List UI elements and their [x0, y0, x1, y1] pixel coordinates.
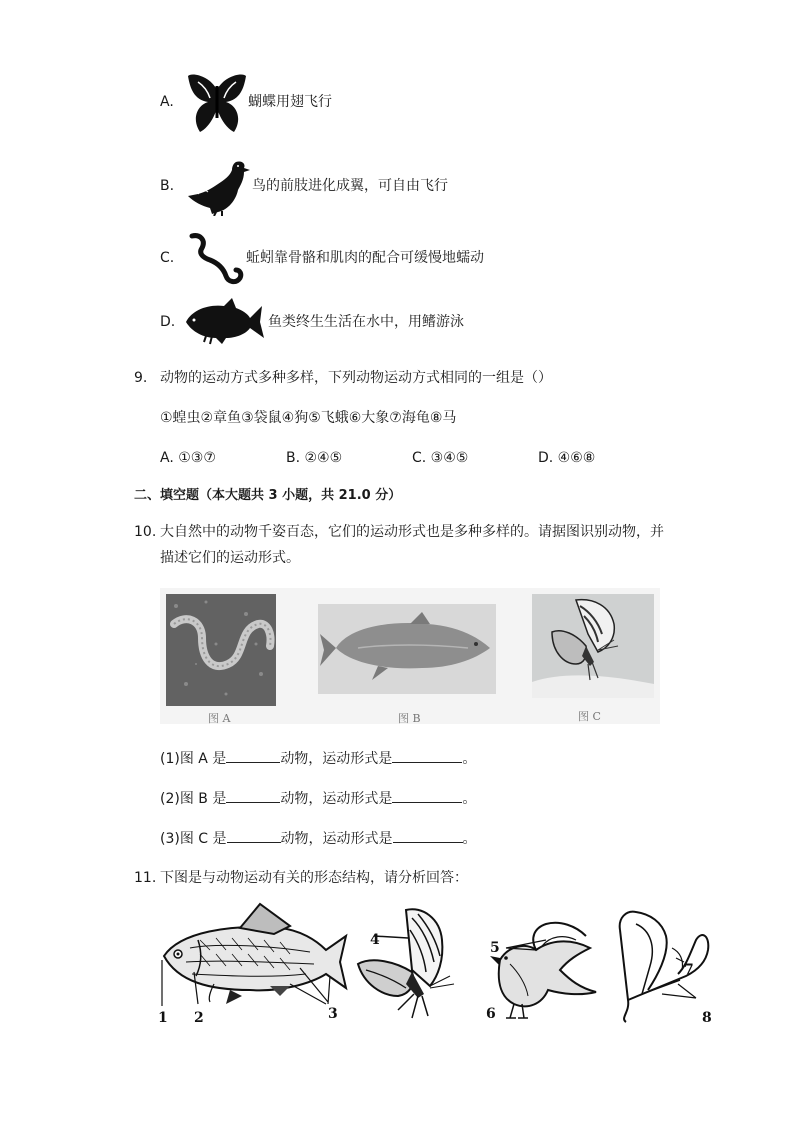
- photo-fish: [318, 604, 496, 694]
- label-3: 3: [328, 1006, 338, 1022]
- option-letter: A.: [160, 94, 174, 110]
- option-letter: B.: [160, 178, 175, 194]
- choice-option: C. ③④⑤: [412, 450, 469, 466]
- choice-option: A. ①③⑦: [160, 450, 216, 466]
- question-number: 10.: [134, 524, 157, 540]
- choice-option: D. ④⑥⑧: [538, 450, 596, 466]
- option-text: 蚯蚓靠骨骼和肌肉的配合可缓慢地蠕动: [246, 250, 484, 266]
- question-stem: 动物的运动方式多种多样，下列动物运动方式相同的一组是（）: [160, 370, 552, 386]
- butterfly-icon: [186, 72, 248, 134]
- blank-mid: 动物，运动形式是: [280, 831, 393, 847]
- question-number: 11.: [134, 870, 157, 886]
- arm-muscle-drawing: [620, 912, 709, 1022]
- blank-end: 。: [462, 791, 477, 807]
- question-items: ①蝗虫②章鱼③袋鼠④狗⑤飞蛾⑥大象⑦海龟⑧马: [160, 410, 457, 426]
- blank-prefix: (3)图 C 是: [160, 831, 227, 847]
- option-text: 鱼类终生生活在水中，用鳍游泳: [268, 314, 464, 330]
- blank-end: 。: [462, 751, 477, 767]
- label-7: 7: [684, 962, 694, 978]
- answer-blank[interactable]: [226, 748, 280, 763]
- blank-end: 。: [462, 831, 477, 847]
- fish-icon: [182, 296, 266, 346]
- blank-prefix: (2)图 B 是: [160, 791, 227, 807]
- section-title: 二、填空题（本大题共 3 小题，共 21.0 分）: [134, 488, 402, 503]
- question-stem: 描述它们的运动形式。: [160, 550, 300, 566]
- answer-blank[interactable]: [392, 788, 462, 803]
- option-letter: C.: [160, 250, 175, 266]
- label-6: 6: [486, 1006, 496, 1022]
- label-2: 2: [194, 1010, 204, 1026]
- earthworm-icon: [186, 230, 246, 286]
- label-8: 8: [702, 1010, 712, 1026]
- answer-blank[interactable]: [392, 748, 462, 763]
- blank-line-3: [160, 828, 477, 849]
- label-4: 4: [370, 932, 380, 948]
- fish-drawing: [162, 904, 346, 1006]
- question-stem: 下图是与动物运动有关的形态结构，请分析回答：: [160, 870, 468, 886]
- blank-mid: 动物，运动形式是: [280, 791, 393, 807]
- question-stem: 大自然中的动物千姿百态，它们的运动形式也是多种多样的。请据图识别动物，并: [160, 524, 664, 540]
- option-letter: D.: [160, 314, 176, 330]
- photo-earthworm: [166, 594, 276, 706]
- answer-blank[interactable]: [227, 828, 281, 843]
- blank-line-1: [160, 748, 476, 769]
- label-1: 1: [158, 1010, 168, 1026]
- photo-butterfly: [532, 594, 654, 698]
- option-text: 蝴蝶用翅飞行: [248, 94, 332, 110]
- label-5: 5: [490, 940, 500, 956]
- bird-icon: [184, 156, 252, 216]
- answer-blank[interactable]: [393, 828, 463, 843]
- figure-caption: 图 A: [208, 712, 231, 725]
- figure-caption: 图 B: [398, 712, 421, 725]
- answer-blank[interactable]: [226, 788, 280, 803]
- blank-mid: 动物，运动形式是: [280, 751, 393, 767]
- blank-line-2: [160, 788, 476, 809]
- choice-option: B. ②④⑤: [286, 450, 343, 466]
- bird-drawing: [490, 923, 596, 1018]
- butterfly-drawing: [358, 909, 454, 1018]
- question-number: 9.: [134, 370, 148, 386]
- structure-diagram: [150, 900, 730, 1030]
- figure-caption: 图 C: [578, 710, 601, 723]
- option-text: 鸟的前肢进化成翼，可自由飞行: [252, 178, 448, 194]
- blank-prefix: (1)图 A 是: [160, 751, 227, 767]
